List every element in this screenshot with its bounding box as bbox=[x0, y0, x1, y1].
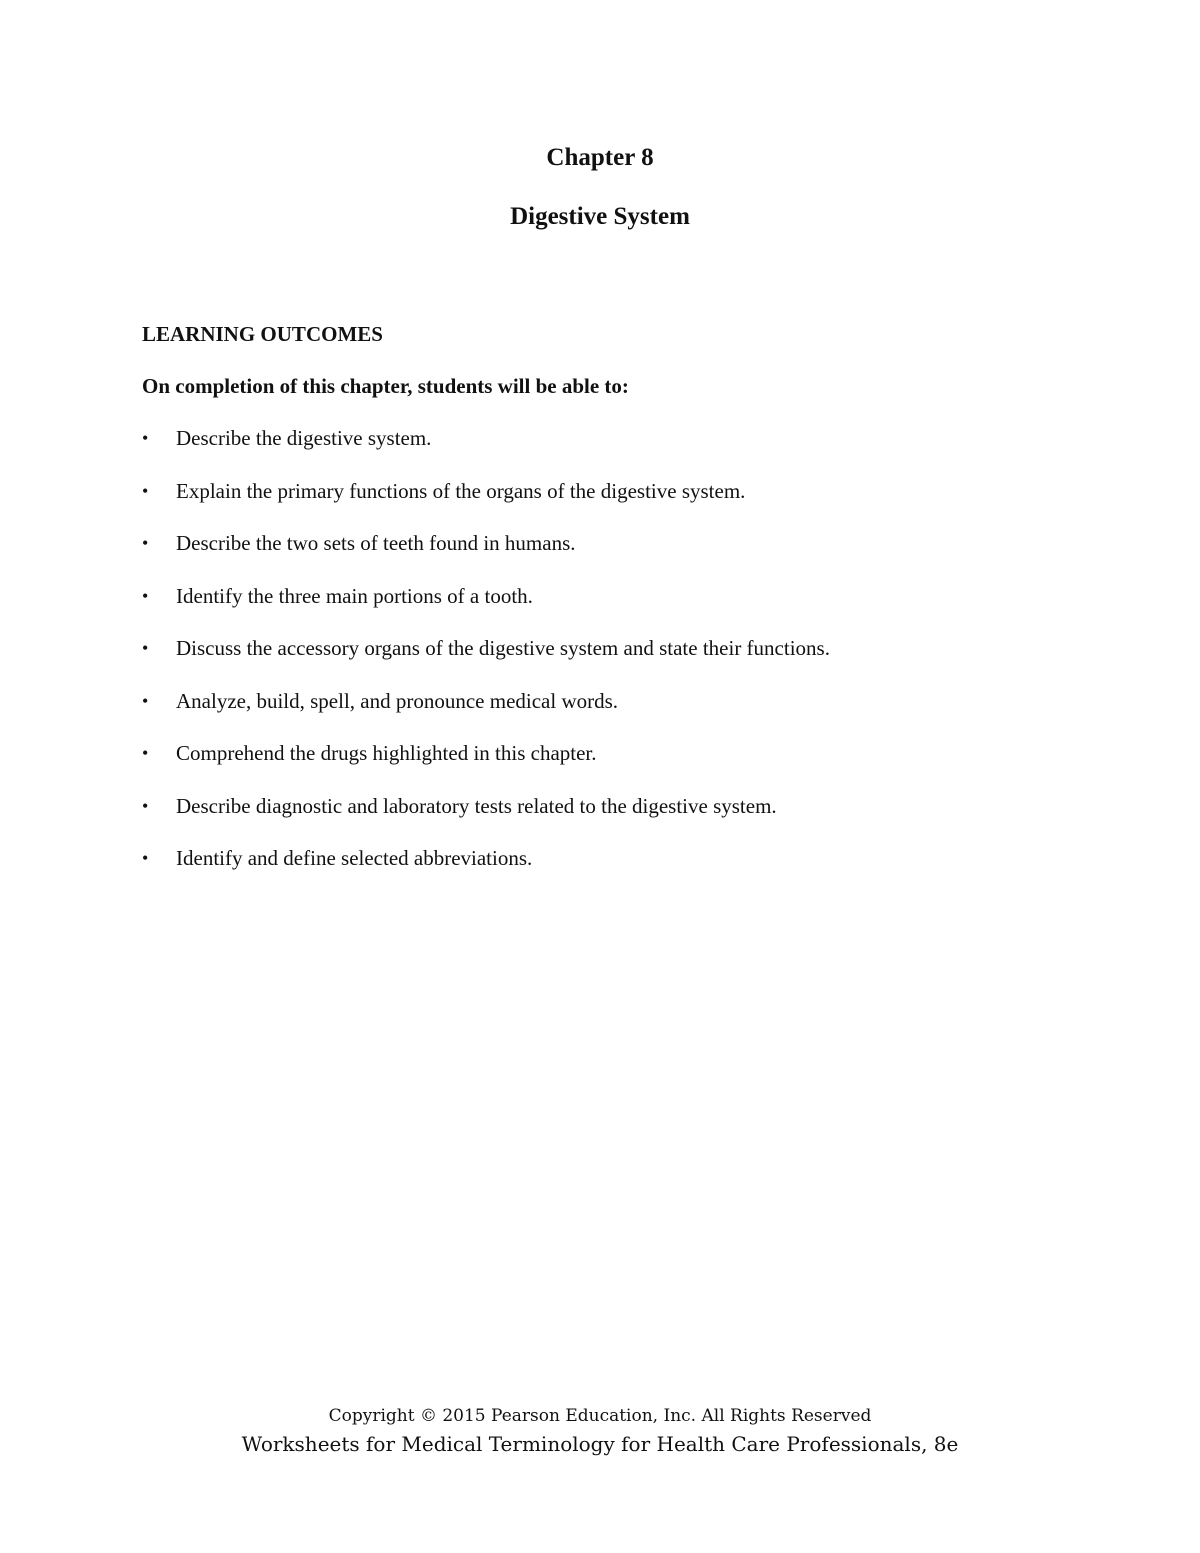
learning-outcomes-list bbox=[142, 424, 1102, 897]
chapter-label: Chapter 8 bbox=[546, 144, 654, 171]
chapter-title: Digestive System bbox=[510, 203, 690, 230]
list-item bbox=[142, 634, 1102, 687]
list-item bbox=[142, 739, 1102, 792]
list-item bbox=[142, 477, 1102, 530]
list-item bbox=[142, 792, 1102, 845]
bullet-icon: • bbox=[142, 638, 149, 658]
bullet-icon: • bbox=[142, 795, 149, 816]
list-item bbox=[142, 582, 1102, 635]
outcome-text: Comprehend the drugs highlighted in this chapter. bbox=[176, 741, 597, 765]
bullet-icon: • bbox=[142, 585, 149, 606]
list-item bbox=[142, 529, 1102, 582]
book-title: Worksheets for Medical Terminology for Health Care Professionals, 8e bbox=[241, 1432, 959, 1456]
outcome-text: Identify the three main portions of a tooth. bbox=[176, 583, 533, 608]
outcome-text: Describe the two sets of teeth found in humans. bbox=[176, 531, 576, 555]
outcome-text: Explain the primary functions of the organs of the digestive system. bbox=[176, 478, 746, 503]
list-item bbox=[142, 424, 1102, 477]
outcome-text: Describe the digestive system. bbox=[176, 426, 432, 450]
list-item bbox=[142, 687, 1102, 740]
intro-line: On completion of this chapter, students will be able to: bbox=[142, 374, 629, 398]
page-footer bbox=[0, 1403, 1200, 1459]
bullet-icon: • bbox=[142, 743, 149, 763]
outcome-text: Describe diagnostic and laboratory tests related to the digestive system. bbox=[176, 793, 777, 818]
bullet-icon: • bbox=[142, 690, 149, 711]
section-heading: LEARNING OUTCOMES bbox=[142, 322, 383, 346]
bullet-icon: • bbox=[142, 533, 149, 553]
outcome-text: Discuss the accessory organs of the digestive system and state their functions. bbox=[176, 636, 830, 660]
bullet-icon: • bbox=[142, 480, 149, 501]
bullet-icon: • bbox=[142, 428, 149, 448]
outcome-text: Analyze, build, spell, and pronounce medical words. bbox=[176, 688, 619, 713]
list-item bbox=[142, 844, 1102, 897]
bullet-icon: • bbox=[142, 848, 149, 868]
outcome-text: Identify and define selected abbreviations. bbox=[176, 846, 533, 870]
copyright-notice: Copyright © 2015 Pearson Education, Inc. All Rights Reserved bbox=[328, 1406, 872, 1426]
